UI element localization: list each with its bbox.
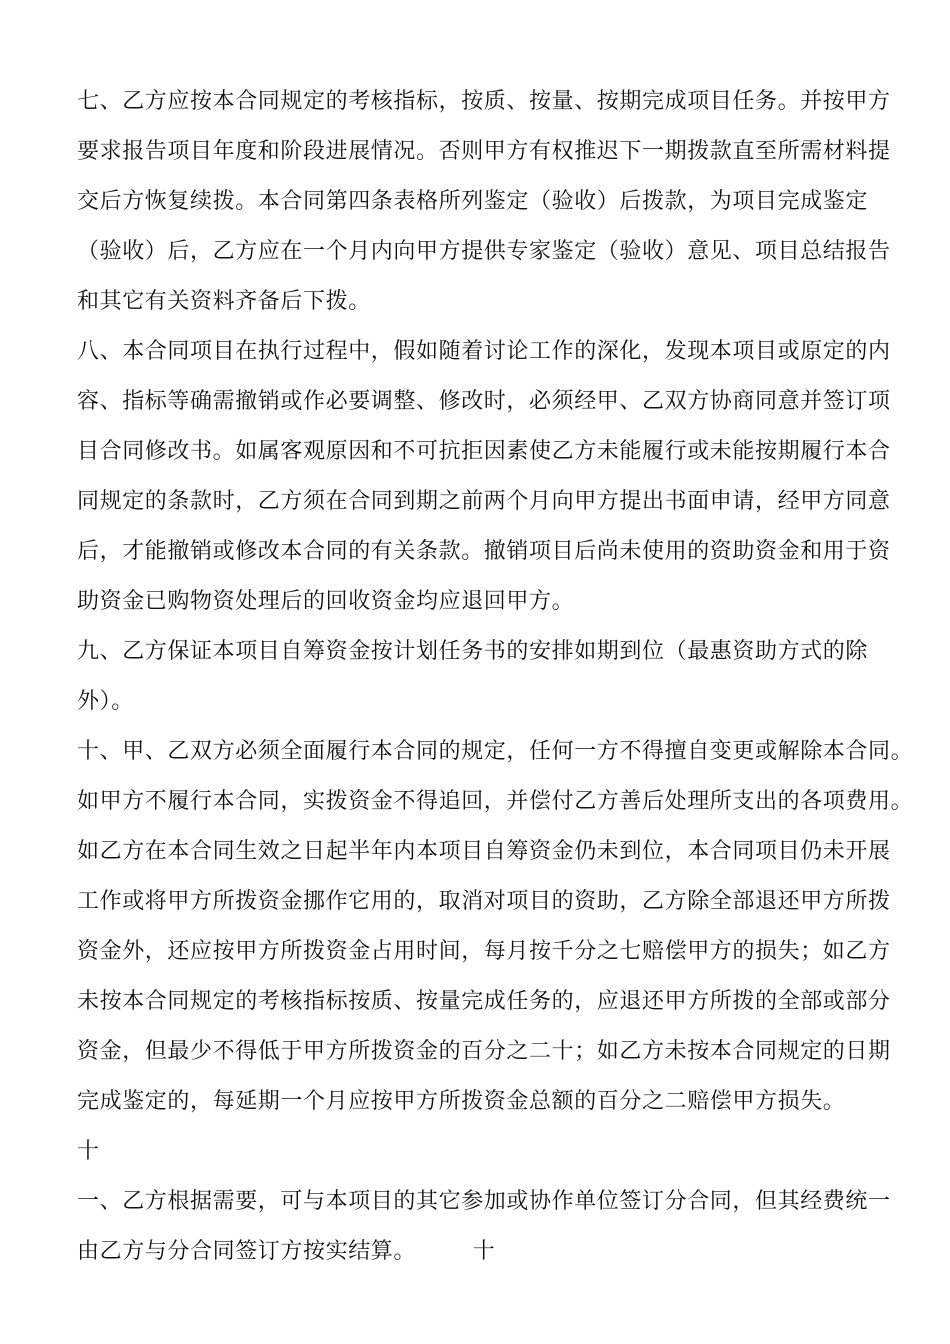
text-line: 八、本合同项目在执行过程中，假如随着讨论工作的深化，发现本项目或原定的内 <box>77 339 891 364</box>
text-line: （验收）后，乙方应在一个月内向甲方提供专家鉴定（验收）意见、项目总结报告 <box>77 239 891 264</box>
text-line: 外）。 <box>77 689 134 714</box>
text-line: 资金，但最少不得低于甲方所拨资金的百分之二十；如乙方未按本合同规定的日期 <box>77 1039 891 1064</box>
text-line: 目合同修改书。如属客观原因和不可抗拒因素使乙方未能履行或未能按期履行本合 <box>77 439 891 464</box>
text-line: 完成鉴定的，每延期一个月应按甲方所拨资金总额的百分之二赔偿甲方损失。 <box>77 1089 846 1114</box>
text-line: 工作或将甲方所拨资金挪作它用的，取消对项目的资助，乙方除全部退还甲方所拨 <box>77 889 891 914</box>
text-line: 资金外，还应按甲方所拨资金占用时间，每月按千分之七赔偿甲方的损失；如乙方 <box>77 939 891 964</box>
text-line: 交后方恢复续拨。本合同第四条表格所列鉴定（验收）后拨款，为项目完成鉴定 <box>77 189 869 214</box>
text-line: 一、乙方根据需要，可与本项目的其它参加或协作单位签订分合同，但其经费统一 <box>77 1189 891 1214</box>
text-line: 助资金已购物资处理后的回收资金均应退回甲方。 <box>77 589 575 614</box>
text-line: 和其它有关资料齐备后下拨。 <box>77 289 371 314</box>
text-line: 容、指标等确需撤销或作必要调整、修改时，必须经甲、乙双方协商同意并签订项 <box>77 389 891 414</box>
text-line: 七、乙方应按本合同规定的考核指标，按质、按量、按期完成项目任务。并按甲方 <box>77 89 891 114</box>
text-line: 如乙方在本合同生效之日起半年内本项目自筹资金仍未到位，本合同项目仍未开展 <box>77 839 891 864</box>
text-line: 同规定的条款时，乙方须在合同到期之前两个月向甲方提出书面申请，经甲方同意 <box>77 489 891 514</box>
text-line: 十 <box>77 1139 100 1164</box>
text-line: 九、乙方保证本项目自筹资金按计划任务书的安排如期到位（最惠资助方式的除 <box>77 639 869 664</box>
text-line: 后，才能撤销或修改本合同的有关条款。撤销项目后尚未使用的资助资金和用于资 <box>77 539 891 564</box>
text-line: 未按本合同规定的考核指标按质、按量完成任务的，应退还甲方所拨的全部或部分 <box>77 989 891 1014</box>
text-line: 如甲方不履行本合同，实拨资金不得追回，并偿付乙方善后处理所支出的各项费用。 <box>77 789 914 814</box>
text-line: 由乙方与分合同签订方按实结算。 十 <box>77 1239 496 1264</box>
text-line: 十、甲、乙双方必须全面履行本合同的规定，任何一方不得擅自变更或解除本合同。 <box>77 739 914 764</box>
text-line: 要求报告项目年度和阶段进展情况。否则甲方有权推迟下一期拨款直至所需材料提 <box>77 139 891 164</box>
